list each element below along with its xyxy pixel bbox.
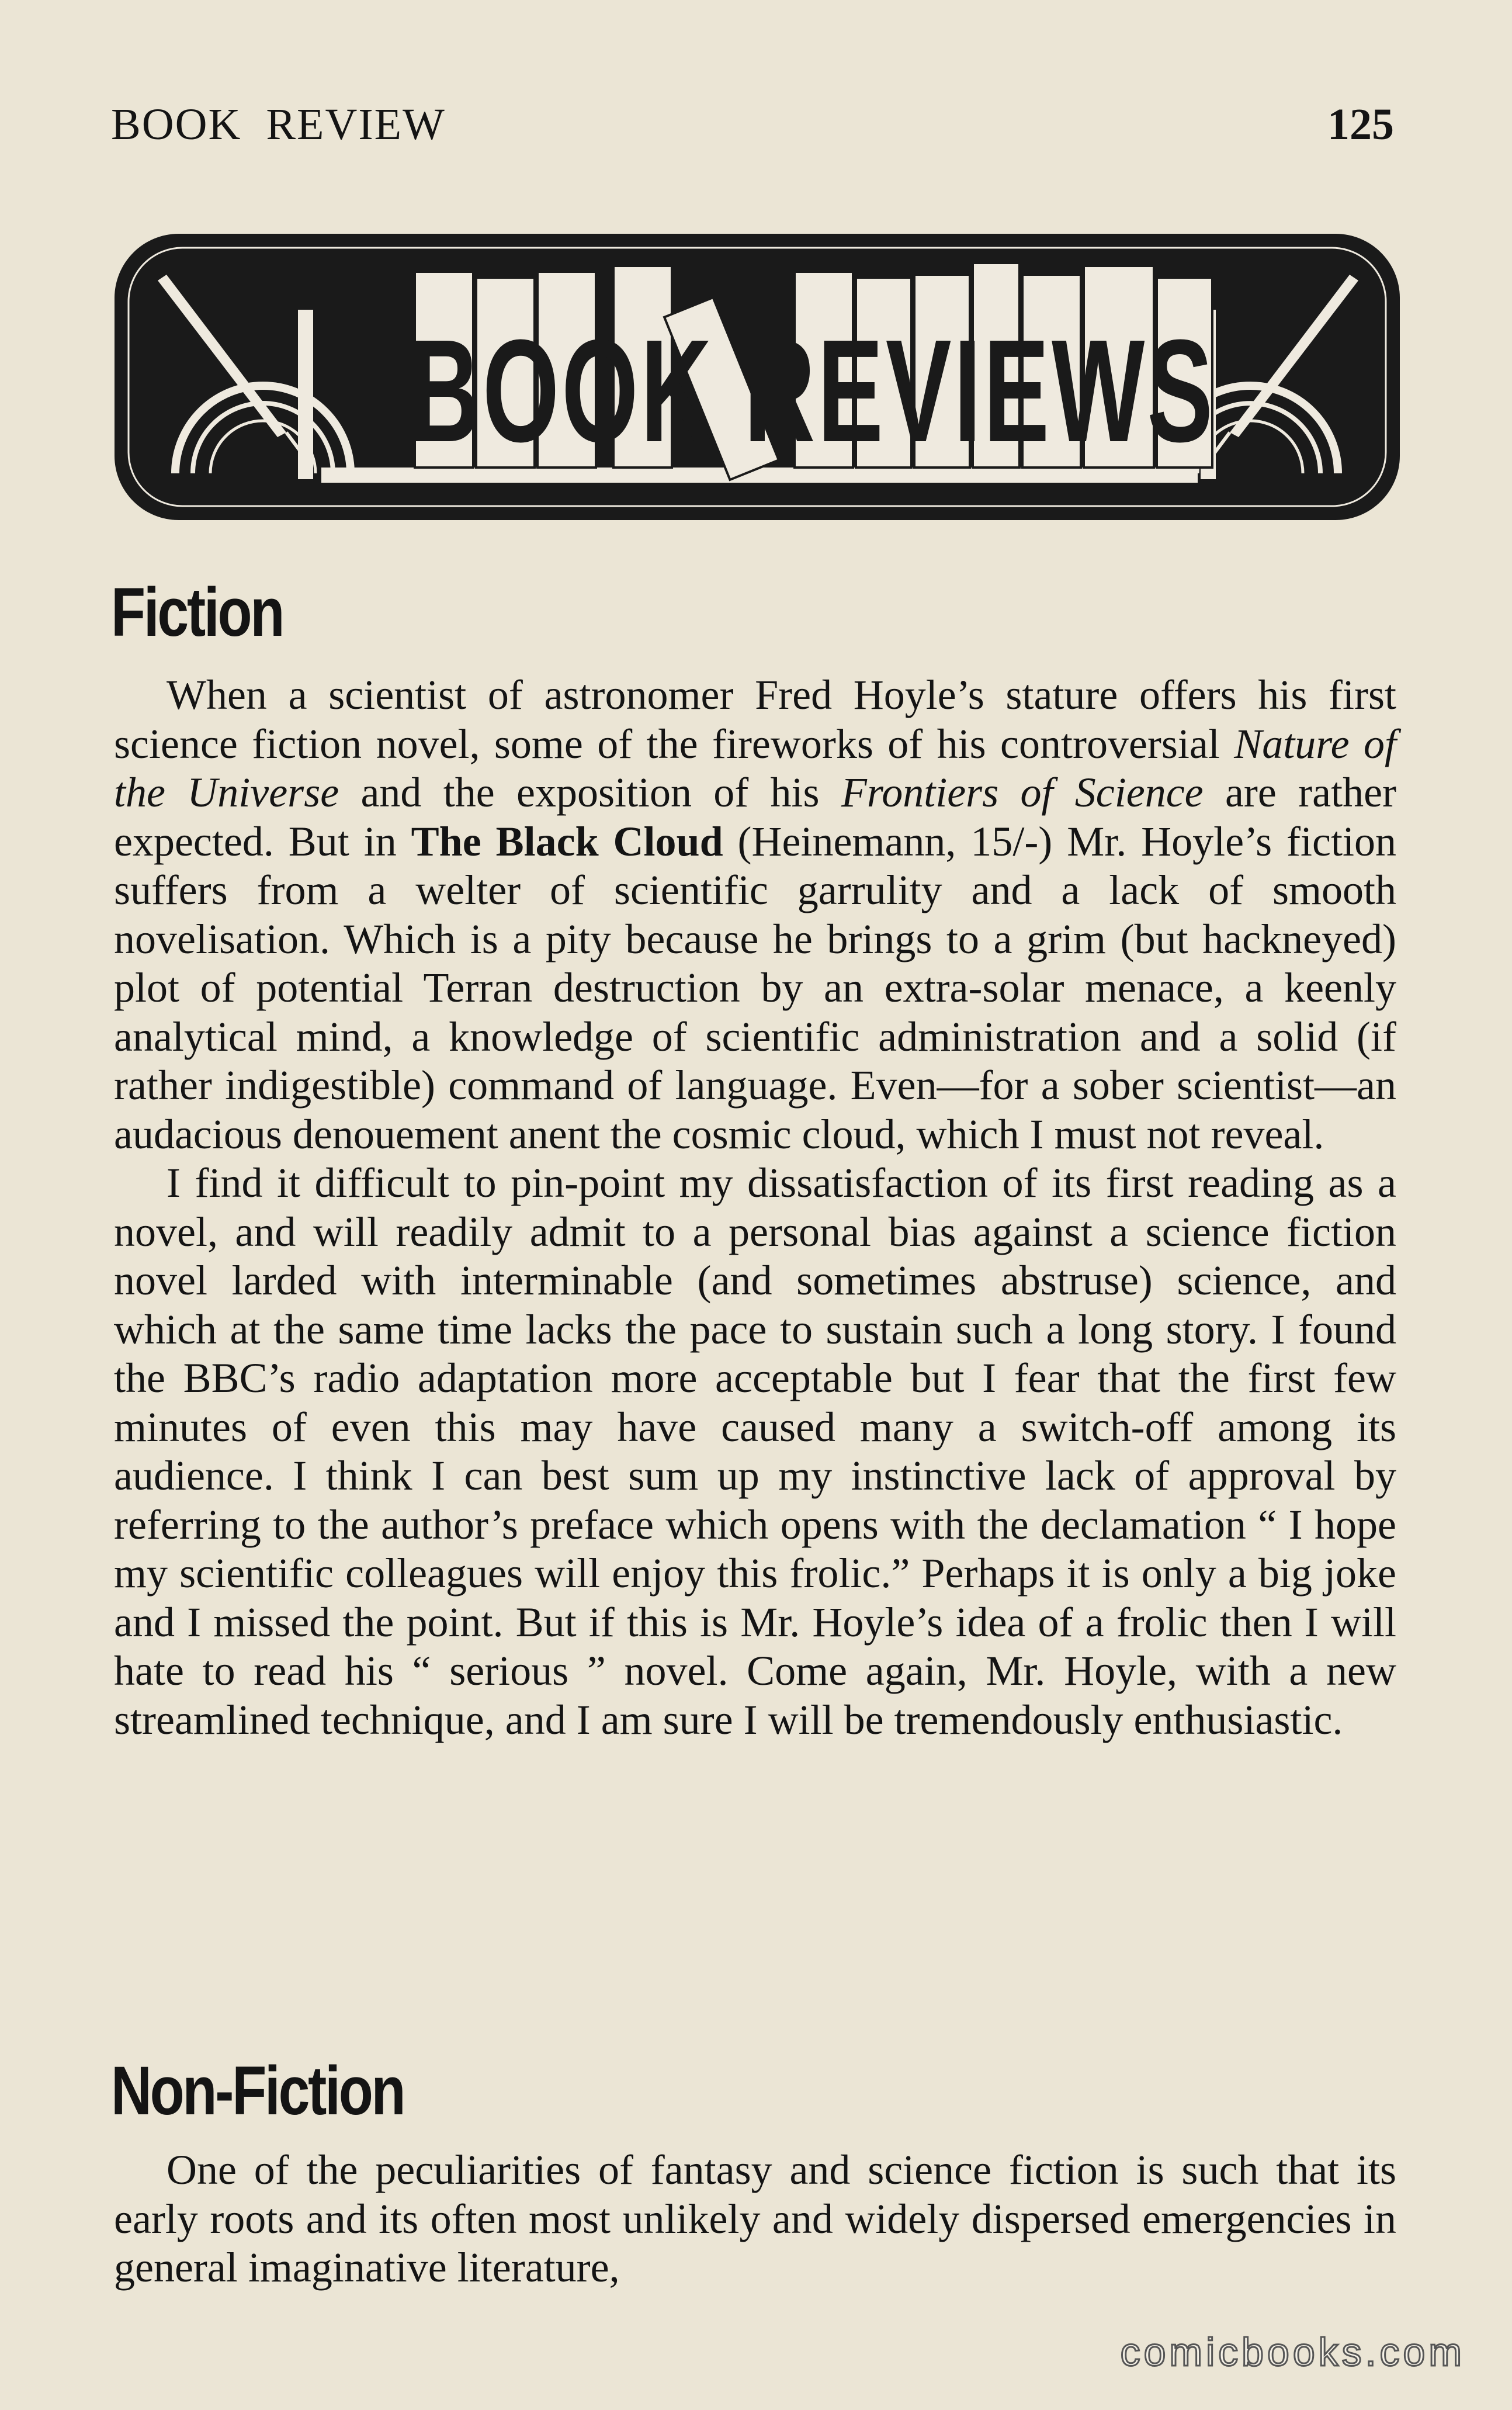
- reviewed-book-title: The Black Cloud: [411, 818, 723, 865]
- fiction-heading: Fiction: [111, 574, 283, 651]
- book-title: Frontiers of Science: [841, 769, 1204, 816]
- fiction-review: [114, 671, 1396, 1744]
- site-watermark: comicbooks.com: [1120, 2330, 1465, 2374]
- page-header: [111, 94, 1394, 164]
- nonfiction-paragraph: One of the peculiarities of fantasy and science fiction is such that its early roots and its often most unlikely and widely dispersed emergencies in general imaginative literature,: [114, 2146, 1396, 2291]
- book-title: Nature of the Universe: [114, 720, 1397, 816]
- nonfiction-review: [114, 2146, 1396, 2293]
- fiction-paragraph: When a scientist of astronomer Fred Hoyle’s stature offers his first science fiction novel, some of the fireworks of his controversial Nature of the Universe and the exposition of his Frontiers of Science are rather expected. But in The Black Cloud (Heinemann, 15/-) Mr. Hoyle’s fiction suffers from a welter of scientific garrulity and a lack of smooth novelisation. Which is a pity because he brings to a grim (but hackneyed) plot of potential Terran destruction by an extra-solar menace, a keenly analytical mind, a knowledge of scientific administration and a solid (if rather indigestible) command of language. Even—for a sober scientist—an audacious denouement anent the cosmic cloud, which I must not reveal.: [114, 671, 1397, 1158]
- fiction-paragraph: I find it difficult to pin-point my dissatisfaction of its first reading as a novel, and will readily admit to a personal bias against a science fiction novel larded with interminable (and sometimes abstruse) science, and which at the same time lacks the pace to sustain such a long story. I found the BBC’s radio adaptation more acceptable but I fear that the first few minutes of even this may have caused many a switch-off among its audience. I think I can best sum up my instinctive lack of approval by referring to the author’s preface which opens with the declamation “ I hope my scientific colleagues will enjoy this frolic.” Perhaps it is only a big joke and I missed the point. But if this is Mr. Hoyle’s idea of a frolic then I will hate to read his “ serious ” novel. Come again, Mr. Hoyle, with a new streamlined technique, and I am sure I will be tremendously enthusiastic.: [114, 1159, 1396, 1743]
- banner-graphic: [111, 222, 1405, 532]
- page-number: 125: [1327, 100, 1394, 149]
- book-reviews-banner: [111, 222, 1405, 532]
- running-head: BOOK REVIEW: [111, 100, 446, 149]
- banner-title: BOOK REVIEWS: [409, 309, 1215, 472]
- nonfiction-heading: Non-Fiction: [111, 2052, 404, 2129]
